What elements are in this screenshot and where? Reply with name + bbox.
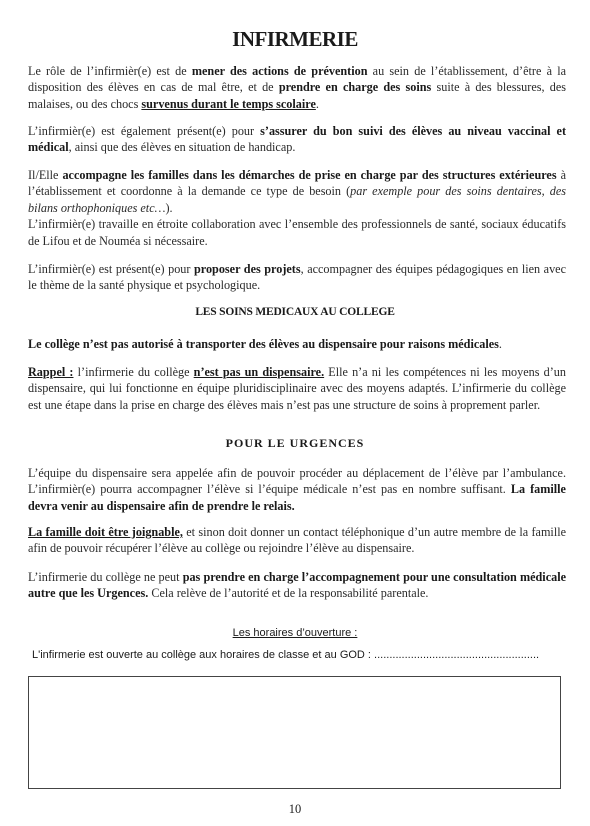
text-run: Elle n’a ni les compétences ni les moyens d’un dispensaire, qui lui fonctionne en équipe pluridisciplinaire avec des moyens adaptés. L’infirmerie du collège est une étape dans la prise en charge des élèves mais n’est pas une structure de soins à proprement parler. [28,365,566,412]
italic-run: par exemple pour des soins dentaires, des bilans orthophoniques etc… [28,184,566,215]
bold-run: La famille devra venir au dispensaire afin de prendre le relais. [28,482,566,513]
bold-underlined-run: survenus durant le temps scolaire [141,96,316,111]
text-run: Il/Elle [28,168,63,182]
text-run: . [315,96,319,111]
bold-run: mener des actions de prévention [191,64,368,78]
paragraph-reminder [28,364,566,413]
paragraph-role [28,63,566,112]
paragraph-transport [28,336,566,352]
paragraph-reachable [28,524,566,557]
paragraph-responsibility [28,569,566,602]
bold-underlined-run: La famille doit être joignable, [28,525,183,539]
text-run: au sein de l’établissement, d’être à la disposition des élèves en cas de mal être, et de [28,64,566,95]
bold-run: pas prendre en charge l’accompagnement pour une consultation médicale autre que les Urgences. [28,570,566,601]
text-run: ). [165,200,173,215]
heading-emergencies: POUR LE URGENCES [225,436,365,450]
text-run: , accompagner des équipes pédagogiques en lien avec le thème de la santé physique et psychologique. [28,262,566,293]
bold-run: accompagne les familles dans les démarches de prise en charge par des structures extérieures [62,168,557,182]
text-run: L’équipe du dispensaire sera appelée afin de pouvoir procéder au déplacement de l’élève par l’ambulance. L’infirmièr(e) pourra accompagner l’élève si l’équipe médicale n’est pas en nombre suffisant. [28,466,566,497]
page-number: 10 [288,802,302,816]
heading-medical-care: LES SOINS MEDICAUX AU COLLEGE [195,306,395,318]
notes-box [28,676,561,789]
bold-run: proposer des projets [193,262,301,276]
paragraph-projects [28,261,566,294]
text-run: et sinon doit donner un contact téléphonique d’un autre membre de la famille afin de pouvoir récupérer l’élève au collège ou rejoindre l’élève au dispensaire. [28,525,567,556]
text-run: à l’établissement et coordonne à la demande ce type de besoin ( [28,168,566,199]
bold-run: s’assurer du bon suivi des élèves au niveau vaccinal et médical [28,124,567,155]
paragraph-ambulance [28,465,566,514]
bold-run: Le collège n’est pas autorisé à transporter des élèves au dispensaire pour raisons médicales [28,337,499,351]
opening-hours-line: L'infirmerie est ouverte au collège aux horaires de classe et au GOD : ...................................................... [32,649,540,661]
text-run: l’infirmerie du collège [73,365,194,379]
bold-run: prendre en charge des soins [278,80,432,95]
bold-underlined-run: Rappel : [28,365,74,379]
bold-underlined-run: n’est pas un dispensaire. [193,365,325,379]
text-run: Le rôle de l’infirmièr(e) est de [28,64,192,78]
text-run: Cela relève de l’autorité et de la responsabilité parentale. [148,586,429,601]
text-run: . [498,337,502,351]
opening-hours-title: Les horaires d’ouverture : [232,627,358,639]
paragraph-collaboration: L’infirmièr(e) travaille en étroite collaboration avec l’ensemble des professionnels de santé, sociaux éducatifs de Lifou et de Nouméa si nécessaire. [28,217,566,248]
paragraph-families [28,167,566,249]
text-run: L’infirmièr(e) est présent(e) pour [28,262,194,276]
text-run: L’infirmerie du collège ne peut [28,570,183,584]
text-run: , ainsi que des élèves en situation de handicap. [68,140,296,155]
text-run: L’infirmièr(e) est également présent(e) pour [28,124,261,138]
paragraph-vaccination [28,123,566,156]
page-title: INFIRMERIE [232,27,358,51]
text-run: suite à des blessures, des malaises, ou des chocs [28,80,566,111]
